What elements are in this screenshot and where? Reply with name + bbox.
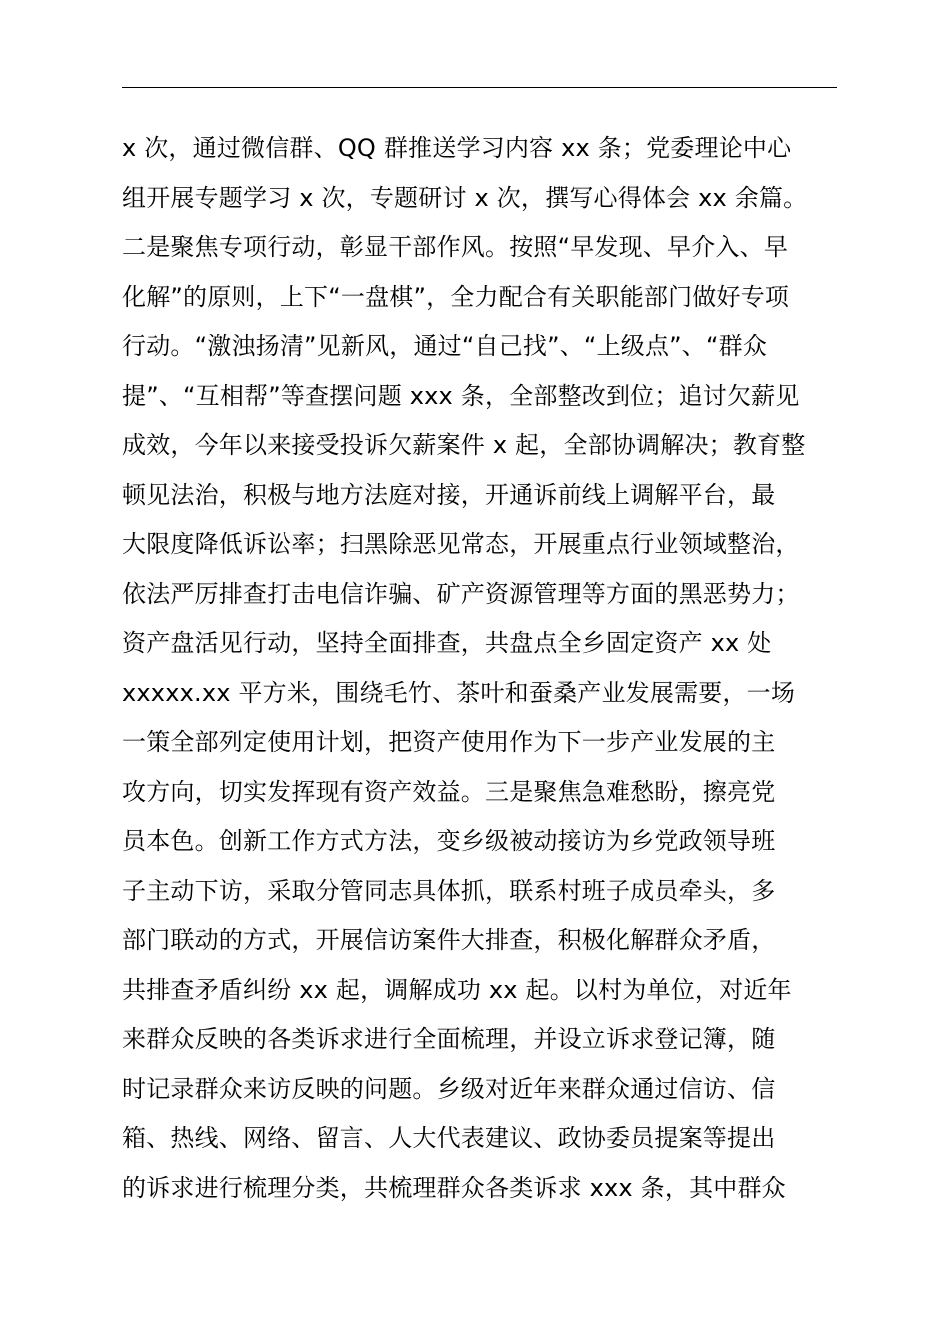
text-line: 的诉求进行梳理分类，共梳理群众各类诉求 xxx 条，其中群众 <box>122 1173 786 1202</box>
text-line: xxxxx.xx 平方米，围绕毛竹、茶叶和蚕桑产业发展需要，一场 <box>122 678 796 707</box>
text-line: 时记录群众来访反映的问题。乡级对近年来群众通过信访、信 <box>122 1074 776 1103</box>
text-line: 资产盘活见行动，坚持全面排查，共盘点全乡固定资产 xx 处 <box>122 629 772 657</box>
text-line: 一策全部列定使用计划，把资产使用作为下一步产业发展的主 <box>122 728 776 756</box>
text-line: 行动。“激浊扬清”见新风，通过“自己找”、“上级点”、“群众 <box>122 332 768 360</box>
text-line: 员本色。创新工作方式方法，变乡级被动接访为乡党政领导班 <box>122 827 776 855</box>
body-paragraph <box>122 124 882 1213</box>
text-line: 提”、“互相帮”等查摆问题 xxx 条，全部整改到位；追讨欠薪见 <box>122 381 800 410</box>
text-line: 化解”的原则，上下“一盘棋”，全力配合有关职能部门做好专项 <box>122 282 790 311</box>
text-line: 二是聚焦专项行动，彰显干部作风。按照“早发现、早介入、早 <box>122 233 789 261</box>
text-line: 依法严厉排查打击电信诈骗、矿产资源管理等方面的黑恶势力； <box>122 579 800 608</box>
text-line: 来群众反映的各类诉求进行全面梳理，并设立诉求登记簿，随 <box>122 1025 776 1053</box>
text-line: x 次，通过微信群、QQ 群推送学习内容 xx 条；党委理论中心 <box>122 134 792 162</box>
text-line: 箱、热线、网络、留言、人大代表建议、政协委员提案等提出 <box>122 1124 776 1152</box>
text-line: 组开展专题学习 x 次，专题研讨 x 次，撰写心得体会 xx 余篇。 <box>122 183 808 212</box>
text-line: 攻方向，切实发挥现有资产效益。三是聚焦急难愁盼，擦亮党 <box>122 777 776 806</box>
text-line: 顿见法治，积极与地方法庭对接，开通诉前线上调解平台，最 <box>122 480 776 509</box>
text-line: 成效，今年以来接受投诉欠薪案件 x 起，全部协调解决；教育整 <box>122 431 806 459</box>
text-line: 共排查矛盾纠纷 xx 起，调解成功 xx 起。以村为单位，对近年 <box>122 975 792 1004</box>
text-line: 大限度降低诉讼率；扫黑除恶见常态，开展重点行业领域整治， <box>122 530 800 558</box>
text-line: 部门联动的方式，开展信访案件大排查，积极化解群众矛盾， <box>122 926 776 954</box>
text-line: 子主动下访，采取分管同志具体抓，联系村班子成员牵头，多 <box>122 876 776 905</box>
header-rule <box>122 87 837 88</box>
